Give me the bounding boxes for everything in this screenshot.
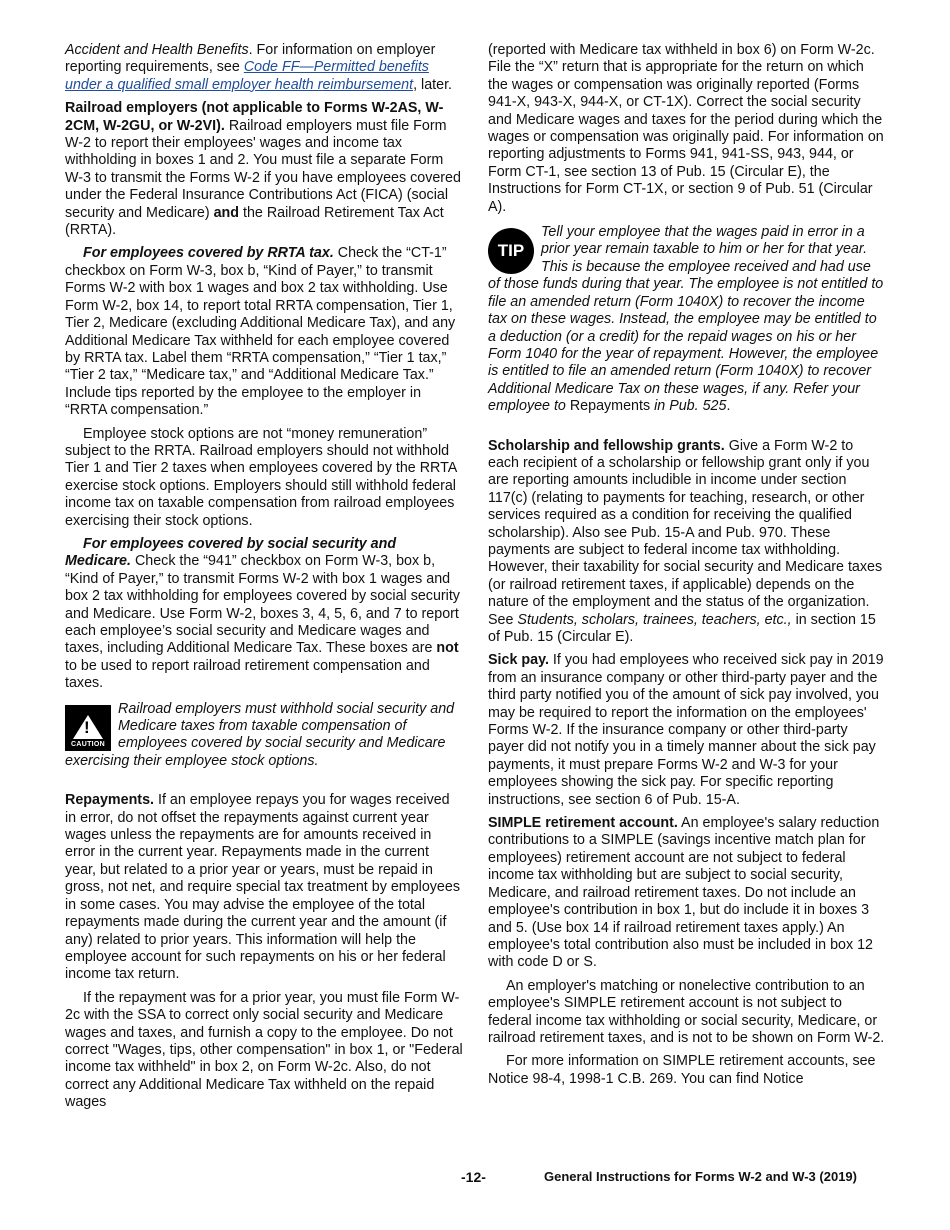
left-column — [65, 42, 463, 1118]
railroad-employers-heading: Railroad employers (not applicable to Forms W-2AS, W-2CM, W-2GU, or W-2VI). — [65, 100, 444, 134]
repayments-paragraph: Repayments. If an employee repays you for wages received in error, do not offset the repayments against current year wages unless the repayments are for amounts received in error in the current year. Repayments made in the current year, but related to a prior year or years, must be repaid in gross, not net, and require special tax treatment by employees in some cases. You may advise the employee of the total repayments made during the current year and the amount (if any) related to prior years. This information will help the employee account for such repayments on his or her federal income tax return. — [65, 792, 460, 983]
stock-options-paragraph: Employee stock options are not “money remuneration” subject to the RRTA. Railroad employers should not withhold Tier 1 and Tier 2 taxes when employees covered by the RRTA exercise stock options. Employers should still withhold federal income tax on taxable compensation from railroad employees exercising their stock options. — [65, 425, 457, 529]
repayment-continued-paragraph: (reported with Medicare tax withheld in box 6) on Form W-2c. File the “X” return that is appropriate for the return on which the wages or compensation was originally reported (Forms 941-X, 943-X, 944-X, or CT-1X). Correct the social security and Medicare wages and taxes for the period during which the wages or compensation was originally paid. For information on reporting adjustments to Forms 941, 941-SS, 943, 944, or Form CT-1, see section 13 of Pub. 15 (Circular E), the Instructions for Form CT-1X, or section 9 of Pub. 51 (Circular A). — [488, 42, 884, 215]
scholarship-paragraph: Scholarship and fellowship grants. Give a Form W-2 to each recipient of a scholarship or fellowship grant only if you are reporting amounts includible in income under section 117(c) (relating to payments for teaching, research, or other services required as a condition for receiving the qualified scholarship). Also see Pub. 15-A and Pub. 970. These payments are subject to federal income tax withholding. However, their taxability for social security and Medicare taxes (or railroad retirement taxes, if applicable) depends on the nature of the employment and the status of the organization. See Students, scholars, trainees, teachers, etc., in section 15 of Pub. 15 (Circular E). — [488, 437, 883, 645]
code-ff-link[interactable]: Code FF—Permitted benefits under a qualified small employer health reimbursement — [65, 59, 429, 93]
sick-pay-paragraph: Sick pay. If you had employees who received sick pay in 2019 from an insurance company or other third-party payer and the third party notified you of the amount of sick pay involved, you may be required to report the information on the employees' Forms W-2. If the insurance company or other third-party payer did not notify you in a timely manner about the sick pay payments, it must prepare Forms W-2 and W-3 for your employees showing the sick pay. For specific reporting instructions, see section 6 of Pub. 15-A. — [488, 652, 884, 808]
caution-text: Railroad employers must withhold social security and Medicare taxes from taxable compensation of employees covered by social security and Medicare exercising their employee stock options. — [65, 700, 455, 769]
scholarship-heading: Scholarship and fellowship grants. — [488, 437, 725, 454]
page-number: -12- — [461, 1169, 486, 1185]
social-security-heading: For employees covered by social security and Medicare. — [65, 535, 397, 570]
repayments-heading: Repayments. — [65, 792, 154, 809]
repayments-reference: Repayments — [569, 398, 651, 415]
students-reference: Students, scholars, trainees, teachers, etc., — [517, 611, 792, 628]
accident-health-paragraph: Accident and Health Benefits. For information on employer reporting requirements, see Code FF—Permitted benefits under a qualified small employer health reimbursement, later. — [65, 42, 453, 93]
simple-heading: SIMPLE retirement account. — [488, 815, 678, 832]
prior-year-repayment-paragraph: If the repayment was for a prior year, you must file Form W-2c with the SSA to correct only social security and Medicare wages and taxes, and furnish a copy to the employee. Do not correct "Wages, tips, other compensation" in box 1, or "Federal income tax withheld" in box 2, on Form W-2c. Also, do not correct any Additional Medicare Tax withheld on the repaid wages — [65, 989, 463, 1111]
rrta-paragraph: For employees covered by RRTA tax. Check the “CT-1” checkbox on Form W-3, box b, “Kind of Payer,” to transmit Forms W-2 with box 1 wages and box 2 tax withholding. Use Form W-2, box 14, to report total RRTA compensation, Tier 1, Tier 2, Medicare (excluding Additional Medicare Tax), and any Additional Medicare Tax withheld for each employee covered by RRTA tax. Label them “RRTA compensation,” “Tier 1 tax,” “Tier 2 tax,” “Medicare tax,” and “Additional Medicare Tax.” Include tips reported by the employee to the employer in “RRTA compensation.” — [65, 245, 456, 419]
tip-note: TIP Tell your employee that the wages paid in error in a prior year remain taxable to him or her for that year. This is because the employee received and had use of those funds during that year. The employee is not entitled to file an amended return (Form 1040X) to recover the income tax on these wages. Instead, the employee may be entitled to a deduction (or a credit) for the repaid wages on his or her Form 1040 for the year of repayment. However, the employee is entitled to file an amended return (Form 1040X) to recover Additional Medicare Tax on these wages, if any. Refer your employee to Repayments in Pub. 525. — [488, 224, 884, 415]
rrta-heading: For employees covered by RRTA tax. — [83, 245, 334, 262]
sick-pay-heading: Sick pay. — [488, 652, 549, 669]
simple-paragraph: SIMPLE retirement account. An employee's salary reduction contributions to a SIMPLE (savings incentive match plan for employees) retirement account are not subject to federal income tax withholding but are subject to social security, Medicare, and railroad retirement taxes. Do not include an employee's contribution in box 1, but do include it in boxes 3 and 5. (Use box 14 if railroad retirement taxes apply.) An employee's total contribution also must be included in box 12 with code D or S. — [488, 815, 880, 971]
right-column — [488, 42, 886, 1094]
caution-note — [65, 701, 463, 771]
more-info-paragraph: For more information on SIMPLE retirement accounts, see Notice 98-4, 1998-1 C.B. 269. You can find Notice — [488, 1053, 876, 1087]
footer-title: General Instructions for Forms W-2 and W-3 (2019) — [544, 1169, 857, 1184]
social-security-paragraph: For employees covered by social security and Medicare. Check the “941” checkbox on Form W-3, box b, “Kind of Payer,” to transmit Forms W-2 with box 1 wages and box 2 tax withholding for employees covered by social security and Medicare. Use Form W-2, boxes 3, 4, 5, 6, and 7 to report each employee’s social security and Medicare wages and taxes, including Additional Medicare Tax. These boxes are not to be used to report railroad retirement compensation and taxes. — [65, 535, 460, 692]
railroad-employers-paragraph: Railroad employers (not applicable to Forms W-2AS, W-2CM, W-2GU, or W-2VI). Railroad employers must file Form W-2 to report their employees' wages and income tax withholding in boxes 1 and 2. You must file a separate Form W-3 to transmit the Forms W-2 if you have employees covered under the Federal Insurance Contributions Act (FICA) (social security and Medicare) and the Railroad Retirement Tax Act (RRTA). — [65, 100, 461, 239]
tip-icon: TIP — [488, 228, 534, 274]
caution-icon: ! CAUTION — [65, 705, 111, 751]
warning-triangle-icon: ! — [73, 715, 103, 739]
matching-contribution-paragraph: An employer's matching or nonelective contribution to an employee's SIMPLE retirement account is not subject to federal income tax withholding or social security, Medicare, or railroad retirement taxes, and is not to be shown on Form W-2. — [488, 977, 885, 1046]
